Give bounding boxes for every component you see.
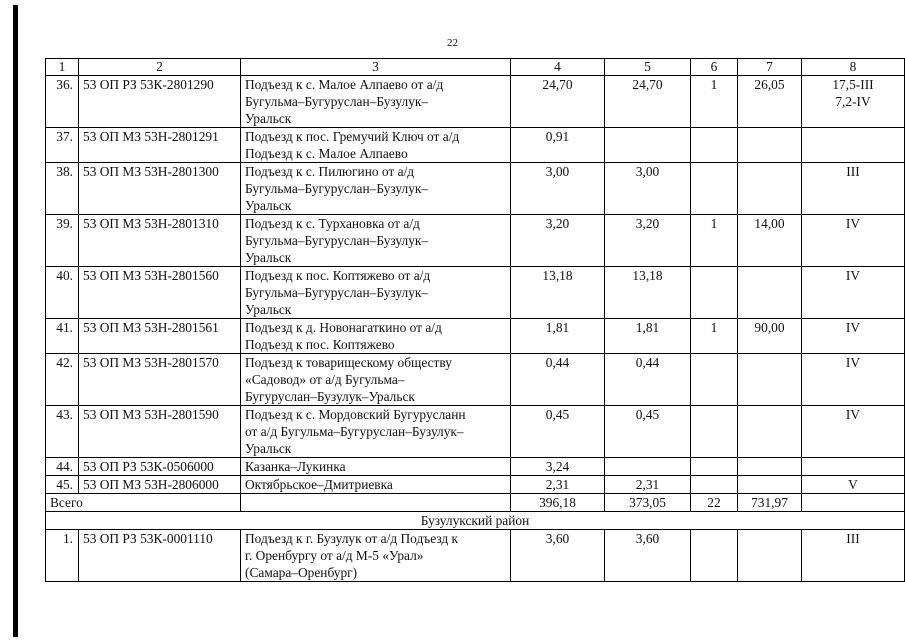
col7-value (738, 354, 802, 406)
road-name-line: Подъезд к пос. Коптяжево (245, 337, 395, 352)
road-code: 53 ОП МЗ 53Н-2801291 (79, 128, 241, 163)
header-cell: 8 (802, 59, 905, 76)
header-cell: 7 (738, 59, 802, 76)
col4-value: 24,70 (511, 76, 605, 128)
total-col5: 373,05 (605, 494, 691, 512)
table-row (46, 319, 905, 354)
road-name-line: Бугуруслан–Бузулук–Уральск (245, 389, 415, 404)
category-cell (802, 530, 905, 582)
row-number: 1. (46, 530, 79, 582)
table-row (46, 215, 905, 267)
col6-value (691, 530, 738, 582)
road-name-line: Бугульма–Бугуруслан–Бузулук– (245, 285, 429, 300)
col4-value: 13,18 (511, 267, 605, 319)
col7-value (738, 476, 802, 494)
col6-value (691, 354, 738, 406)
road-name (241, 215, 511, 267)
col4-value: 3,24 (511, 458, 605, 476)
road-name-line: Октябрьское–Дмитриевка (245, 477, 393, 492)
road-name-line: Подъезд к с. Пилюгино от а/д (245, 164, 415, 179)
road-name (241, 476, 511, 494)
header-cell: 3 (241, 59, 511, 76)
col4-value: 2,31 (511, 476, 605, 494)
road-name (241, 458, 511, 476)
road-name (241, 319, 511, 354)
col7-value (738, 458, 802, 476)
table-row (46, 458, 905, 476)
col7-value (738, 406, 802, 458)
category-cell (802, 406, 905, 458)
col5-value: 0,45 (605, 406, 691, 458)
row-number: 42. (46, 354, 79, 406)
table-row (46, 530, 905, 582)
category-cell (802, 163, 905, 215)
col5-value (605, 128, 691, 163)
road-code: 53 ОП РЗ 53К-0001110 (79, 530, 241, 582)
road-name-line: Уральск (245, 111, 292, 126)
road-name-line: (Самара–Оренбург) (245, 565, 358, 580)
category-line: IV (845, 320, 861, 335)
col4-value: 1,81 (511, 319, 605, 354)
col6-value (691, 476, 738, 494)
table-row (46, 76, 905, 128)
col7-value: 26,05 (738, 76, 802, 128)
col4-value: 0,44 (511, 354, 605, 406)
col7-value (738, 267, 802, 319)
col7-value (738, 530, 802, 582)
category-cell (802, 76, 905, 128)
total-col6: 22 (691, 494, 738, 512)
road-code: 53 ОП МЗ 53Н-2806000 (79, 476, 241, 494)
road-name (241, 128, 511, 163)
category-line: IV (845, 216, 861, 231)
table-row (46, 128, 905, 163)
road-code: 53 ОП МЗ 53Н-2801570 (79, 354, 241, 406)
road-name-line: Подъезд к с. Малое Алпаево (245, 146, 408, 161)
col6-value: 1 (691, 319, 738, 354)
category-line: IV (845, 355, 861, 370)
scan-edge-bar (13, 5, 18, 637)
col6-value (691, 406, 738, 458)
road-code: 53 ОП МЗ 53Н-2801560 (79, 267, 241, 319)
header-cell: 4 (511, 59, 605, 76)
total-col7: 731,97 (738, 494, 802, 512)
road-code: 53 ОП МЗ 53Н-2801561 (79, 319, 241, 354)
category-cell (802, 458, 905, 476)
category-cell (802, 476, 905, 494)
road-name (241, 76, 511, 128)
col6-value: 1 (691, 215, 738, 267)
road-name-line: Уральск (245, 302, 292, 317)
road-code: 53 ОП МЗ 53Н-2801310 (79, 215, 241, 267)
road-name-line: Уральск (245, 250, 292, 265)
header-cell: 2 (79, 59, 241, 76)
category-cell (802, 354, 905, 406)
col4-value: 3,20 (511, 215, 605, 267)
header-row (46, 59, 905, 76)
col6-value (691, 267, 738, 319)
road-code: 53 ОП РЗ 53К-0506000 (79, 458, 241, 476)
row-number: 41. (46, 319, 79, 354)
category-cell (802, 128, 905, 163)
district-heading: Бузулукский район (46, 512, 905, 530)
category-cell (802, 267, 905, 319)
road-name (241, 406, 511, 458)
row-number: 39. (46, 215, 79, 267)
road-name (241, 267, 511, 319)
road-name-line: Подъезд к с. Мордовский Бугурусланн (245, 407, 466, 422)
col6-value: 1 (691, 76, 738, 128)
table-row (46, 163, 905, 215)
row-number: 36. (46, 76, 79, 128)
road-name (241, 163, 511, 215)
road-name-line: Подъезд к г. Бузулук от а/д Подъезд к (245, 531, 459, 546)
road-name-line: Подъезд к пос. Коптяжево от а/д (245, 268, 431, 283)
col6-value (691, 163, 738, 215)
road-name-line: Бугульма–Бугуруслан–Бузулук– (245, 94, 429, 109)
col5-value: 13,18 (605, 267, 691, 319)
category-line: IV (845, 268, 861, 283)
road-name-line: Казанка–Лукинка (245, 459, 346, 474)
col7-value (738, 163, 802, 215)
row-number: 38. (46, 163, 79, 215)
total-empty-cell (241, 494, 511, 512)
header-cell: 1 (46, 59, 79, 76)
col5-value: 1,81 (605, 319, 691, 354)
header-cell: 6 (691, 59, 738, 76)
col5-value: 3,00 (605, 163, 691, 215)
col4-value: 0,91 (511, 128, 605, 163)
col6-value (691, 128, 738, 163)
table-row (46, 267, 905, 319)
row-number: 37. (46, 128, 79, 163)
road-name-line: Бугульма–Бугуруслан–Бузулук– (245, 181, 429, 196)
road-name-line: «Садовод» от а/д Бугульма– (245, 372, 405, 387)
road-name-line: г. Оренбургу от а/д М-5 «Урал» (245, 548, 424, 563)
col7-value (738, 128, 802, 163)
category-line: 17,5-III (832, 77, 874, 92)
road-name-line: Подъезд к с. Турхановка от а/д (245, 216, 420, 231)
road-name (241, 354, 511, 406)
road-code: 53 ОП МЗ 53Н-2801300 (79, 163, 241, 215)
district-row (46, 512, 905, 530)
col4-value: 3,60 (511, 530, 605, 582)
total-row (46, 494, 905, 512)
category-line: IV (845, 407, 861, 422)
col5-value: 2,31 (605, 476, 691, 494)
row-number: 44. (46, 458, 79, 476)
row-number: 45. (46, 476, 79, 494)
road-name-line: Уральск (245, 198, 292, 213)
total-empty-cell (802, 494, 905, 512)
road-name-line: Подъезд к с. Малое Алпаево от а/д (245, 77, 444, 92)
road-name-line: от а/д Бугульма–Бугуруслан–Бузулук– (245, 424, 464, 439)
col5-value: 3,20 (605, 215, 691, 267)
category-line: V (848, 477, 858, 492)
roads-table (45, 58, 905, 582)
road-code: 53 ОП РЗ 53К-2801290 (79, 76, 241, 128)
table-row (46, 476, 905, 494)
col5-value: 3,60 (605, 530, 691, 582)
table-row (46, 406, 905, 458)
total-col4: 396,18 (511, 494, 605, 512)
col5-value (605, 458, 691, 476)
road-name (241, 530, 511, 582)
page-number: 22 (447, 37, 458, 49)
header-cell: 5 (605, 59, 691, 76)
category-cell (802, 319, 905, 354)
row-number: 40. (46, 267, 79, 319)
col7-value: 90,00 (738, 319, 802, 354)
category-line: 7,2-IV (835, 94, 871, 109)
road-name-line: Уральск (245, 441, 292, 456)
row-number: 43. (46, 406, 79, 458)
total-label: Всего (46, 494, 241, 512)
col4-value: 0,45 (511, 406, 605, 458)
category-line: III (846, 531, 860, 546)
category-cell (802, 215, 905, 267)
category-line: III (846, 164, 860, 179)
road-code: 53 ОП МЗ 53Н-2801590 (79, 406, 241, 458)
col4-value: 3,00 (511, 163, 605, 215)
road-name-line: Бугульма–Бугуруслан–Бузулук– (245, 233, 429, 248)
col7-value: 14,00 (738, 215, 802, 267)
col5-value: 0,44 (605, 354, 691, 406)
table-row (46, 354, 905, 406)
col6-value (691, 458, 738, 476)
road-name-line: Подъезд к пос. Гремучий Ключ от а/д (245, 129, 460, 144)
road-name-line: Подъезд к д. Новонагаткино от а/д (245, 320, 442, 335)
col5-value: 24,70 (605, 76, 691, 128)
road-name-line: Подъезд к товарищескому обществу (245, 355, 452, 370)
